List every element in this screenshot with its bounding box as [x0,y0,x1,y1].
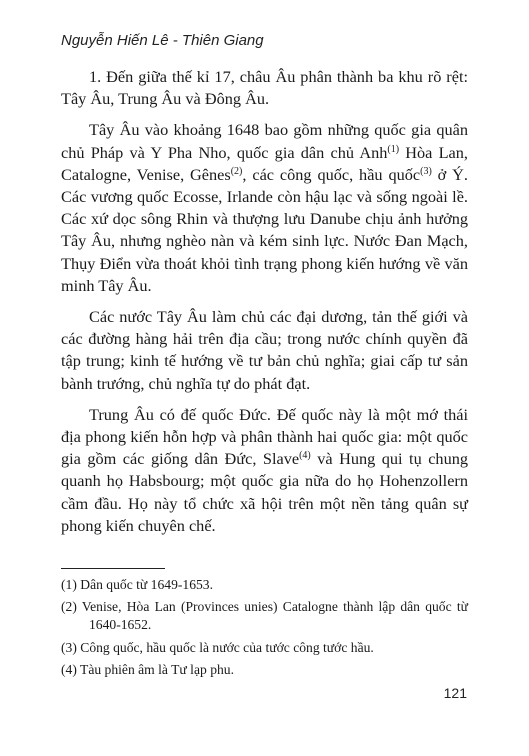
paragraph-2 [61,119,468,297]
footnote-1 [61,576,468,594]
footnote-ref-4: (4) [299,450,311,462]
footnote-separator [61,568,165,569]
paragraph-2-part-c: , các công quốc, hầu quốc [242,164,421,184]
footnote-3 [61,639,468,657]
paragraph-2-part-d: ở Ý. Các vương quốc Ecosse, Irlande còn hậu lạc và sống ngoài lề. Các xứ dọc sông Rhin và thượng lưu Danube chịu ảnh hưởng Tây Âu, nhưng nghèo nàn và kém sinh lực. Nước Đan Mạch, Thụy Điển vừa thoát khỏi tình trạng phong kiến hướng về văn minh Tây Âu. [61,164,468,295]
footnote-ref-1: (1) [387,143,400,155]
footnote-text: Tàu phiên âm là Tư lạp phu. [80,661,234,677]
body-text [61,66,468,546]
running-header: Nguyễn Hiến Lê - Thiên Giang [61,32,264,49]
footnote-2 [61,598,468,634]
footnote-number: (3) [61,639,77,655]
paragraph-2-part-b: Hòa Lan, Catalogne, Venise, Gênes [61,142,468,184]
footnotes [61,576,468,683]
footnote-number: (1) [61,577,77,592]
footnote-text: Dân quốc từ 1649-1653. [80,577,213,592]
paragraph-4-part-a: Trung Âu có đế quốc Đức. Đế quốc này là một mớ thái địa phong kiến hỗn hợp và phân thành hai quốc gia: một quốc gia gồm các giống dân Đức, Slave [61,404,468,469]
page-number: 121 [443,685,467,701]
footnote-number: (4) [61,661,77,677]
footnote-4 [61,661,468,679]
footnote-text: Công quốc, hầu quốc là nước của tước công tước hầu. [80,639,374,655]
footnote-ref-3: (3) [420,165,432,177]
paragraph-3: Các nước Tây Âu làm chủ các đại dương, tản thế giới và các đường hàng hải trên địa cầu; trong nước chính quyền đã tập trung; kinh tế hướng về tư bản chủ nghĩa; giai cấp tư sản bành trướng, chủ nghĩa tự do phát đạt. [61,307,468,393]
paragraph-4 [61,404,468,537]
paragraph-1: 1. Đến giữa thế kỉ 17, châu Âu phân thành ba khu rõ rệt: Tây Âu, Trung Âu và Đông Âu. [61,67,468,109]
footnote-number: (2) [61,599,77,615]
footnote-text: Venise, Hòa Lan (Provinces unies) Catalogne thành lập dân quốc từ 1640-1652. [81,599,468,633]
footnote-ref-2: (2) [230,165,243,177]
paragraph-2-part-a: Tây Âu vào khoảng 1648 bao gồm những quốc gia quân chủ Pháp và Y Pha Nho, quốc gia dân chủ Anh [61,120,468,162]
paragraph-4-part-b: và Hung qui tụ chung quanh họ Habsbourg; một quốc gia nữa do họ Hohenzollern cầm đầu. Họ này tổ chức xã hội trên một nền tảng quân sự phong kiến chuyên chế. [61,449,468,535]
